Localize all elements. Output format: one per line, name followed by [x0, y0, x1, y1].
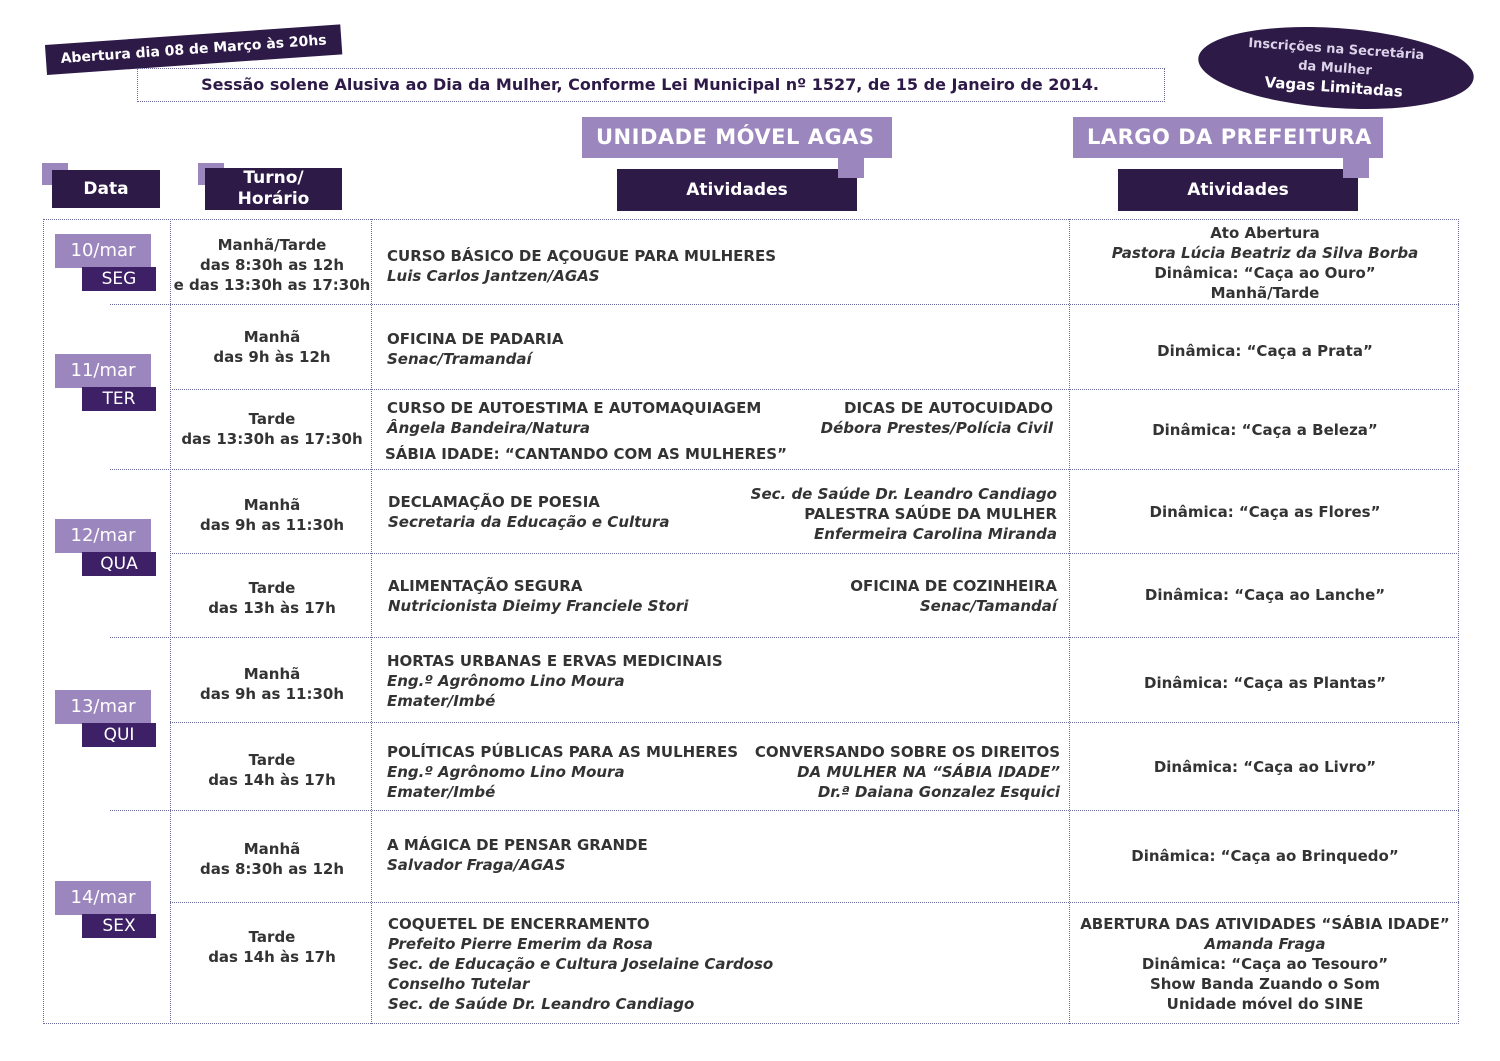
turno-line: das 13h às 17h — [208, 599, 336, 617]
activity-speaker: Sec. de Saúde Dr. Leandro Candiago — [750, 485, 1057, 503]
activity-speaker: Luis Carlos Jantzen/AGAS — [387, 267, 600, 285]
grid-hline — [110, 637, 1459, 638]
col-turno-line2: Horário — [237, 189, 310, 209]
col-turno — [205, 168, 342, 210]
activity-title: CURSO BÁSICO DE AÇOUGUE PARA MULHERES — [387, 247, 777, 265]
activity-speaker: Dr.ª Daiana Gonzalez Esquici — [817, 783, 1060, 801]
date-label: 10/mar — [55, 234, 151, 268]
turno-line: Tarde — [248, 928, 296, 946]
largo-line: Dinâmica: “Caça ao Ouro” — [1154, 264, 1376, 282]
grid-hline — [170, 389, 1459, 390]
day-label: QUI — [82, 723, 156, 747]
opening-banner: Abertura dia 08 de Março às 20hs — [45, 24, 342, 75]
largo-line: Ato Abertura — [1210, 224, 1320, 242]
turno-line: Manhã — [243, 840, 301, 858]
activity-cell — [387, 246, 776, 286]
activity-speaker: Sec. de Saúde Dr. Leandro Candiago — [388, 995, 695, 1013]
activity-speaker: Sec. de Educação e Cultura Joselaine Cardoso — [388, 955, 774, 973]
activity-speaker: Débora Prestes/Polícia Civil — [820, 419, 1053, 437]
activity-title: CURSO DE AUTOESTIMA E AUTOMAQUIAGEM — [387, 399, 762, 417]
activity-cell — [700, 398, 1053, 438]
col-turno-line1: Turno/ — [243, 168, 304, 188]
turno-cell — [172, 235, 372, 295]
unidade-heading: UNIDADE MÓVEL AGAS — [582, 117, 892, 158]
largo-cell: Dinâmica: “Caça a Prata” — [1157, 342, 1373, 360]
turno-line: Tarde — [248, 410, 296, 428]
activity-speaker: Salvador Fraga/AGAS — [387, 856, 566, 874]
largo-line: Pastora Lúcia Beatriz da Silva Borba — [1111, 244, 1419, 262]
activity-cell — [388, 492, 670, 532]
activity-cell — [700, 576, 1057, 616]
activity-speaker: Nutricionista Dieimy Franciele Stori — [388, 597, 689, 615]
turno-line: das 9h às 12h — [213, 348, 331, 366]
turno-cell — [172, 750, 372, 790]
activity-speaker: Emater/Imbé — [387, 692, 496, 710]
largo-cell — [1072, 223, 1458, 303]
turno-line: das 9h as 11:30h — [199, 516, 345, 534]
grid-hline — [110, 810, 1459, 811]
turno-cell — [172, 409, 372, 449]
turno-cell — [172, 578, 372, 618]
turno-line: Manhã — [243, 496, 301, 514]
col-data: Data — [52, 170, 160, 208]
turno-cell — [172, 495, 372, 535]
activity-speaker: Enfermeira Carolina Miranda — [814, 525, 1057, 543]
activity-cell — [388, 576, 688, 616]
col-atividades-largo: Atividades — [1118, 169, 1358, 211]
activity-speaker: Senac/Tamandaí — [919, 597, 1057, 615]
subtitle: Sessão solene Alusiva ao Dia da Mulher, Conforme Lei Municipal nº 1527, de 15 de Janeiro de 2014. — [201, 75, 1099, 94]
date-label: 14/mar — [55, 881, 151, 915]
grid-hline — [110, 469, 1459, 470]
largo-line: ABERTURA DAS ATIVIDADES “SÁBIA IDADE” — [1080, 915, 1450, 933]
day-label: TER — [82, 387, 156, 411]
activity-title: A MÁGICA DE PENSAR GRANDE — [387, 836, 648, 854]
date-label: 11/mar — [55, 354, 151, 388]
activity-cell — [385, 444, 787, 464]
turno-line: Tarde — [248, 579, 296, 597]
activity-speaker: Eng.º Agrônomo Lino Moura — [387, 763, 625, 781]
activity-cell — [387, 742, 738, 802]
largo-cell: Dinâmica: “Caça as Plantas” — [1144, 674, 1386, 692]
largo-line: Amanda Fraga — [1204, 935, 1326, 953]
turno-line: das 9h as 11:30h — [199, 685, 345, 703]
largo-cell: Dinâmica: “Caça ao Lanche” — [1144, 586, 1386, 604]
turno-line: Manhã — [243, 328, 301, 346]
largo-cell: Dinâmica: “Caça as Flores” — [1149, 503, 1381, 521]
activity-speaker: Ângela Bandeira/Natura — [387, 419, 591, 437]
largo-line: Dinâmica: “Caça ao Tesouro” — [1141, 955, 1389, 973]
unidade-deco-square — [838, 156, 864, 178]
activity-title: DECLAMAÇÃO DE POESIA — [388, 493, 600, 511]
activity-title: ALIMENTAÇÃO SEGURA — [388, 577, 583, 595]
activity-cell — [388, 914, 773, 1014]
col-atividades-unidade: Atividades — [617, 169, 857, 211]
turno-line: Manhã/Tarde — [217, 236, 327, 254]
largo-line: Show Banda Zuando o Som — [1149, 975, 1381, 993]
turno-line: Manhã — [243, 665, 301, 683]
activity-speaker: Conselho Tutelar — [388, 975, 530, 993]
largo-cell: Dinâmica: “Caça ao Brinquedo” — [1131, 847, 1399, 865]
activity-title: OFICINA DE PADARIA — [387, 330, 564, 348]
activity-title: HORTAS URBANAS E ERVAS MEDICINAIS — [387, 652, 723, 670]
grid-hline — [170, 902, 1459, 903]
grid-hline — [170, 722, 1459, 723]
activity-speaker: Senac/Tramandaí — [387, 350, 532, 368]
turno-line: das 13:30h as 17:30h — [181, 430, 363, 448]
day-label: SEX — [82, 914, 156, 938]
largo-cell — [1072, 914, 1458, 1014]
activity-title: DICAS DE AUTOCUIDADO — [844, 399, 1053, 417]
turno-line: das 14h às 17h — [208, 771, 336, 789]
activity-cell — [700, 484, 1057, 544]
largo-cell: Dinâmica: “Caça ao Livro” — [1153, 758, 1377, 776]
activity-speaker: Secretaria da Educação e Cultura — [388, 513, 670, 531]
vagas-limitadas: Vagas Limitadas — [1264, 73, 1404, 101]
turno-cell — [172, 839, 372, 879]
turno-cell — [172, 927, 372, 967]
activity-title: CONVERSANDO SOBRE OS DIREITOS — [754, 743, 1060, 761]
turno-cell — [172, 664, 372, 704]
day-label: QUA — [82, 552, 156, 576]
grid-hline — [110, 304, 1459, 305]
activity-title: SÁBIA IDADE: “CANTANDO COM AS MULHERES” — [385, 445, 787, 463]
turno-line: das 14h às 17h — [208, 948, 336, 966]
activity-speaker: Emater/Imbé — [387, 783, 496, 801]
grid-vline — [170, 219, 171, 1024]
activity-title: OFICINA DE COZINHEIRA — [850, 577, 1057, 595]
inscricoes-line1: Inscrições na Secretária — [1247, 35, 1425, 64]
date-label: 12/mar — [55, 519, 151, 553]
activity-cell — [387, 329, 564, 369]
activity-cell — [700, 742, 1060, 802]
largo-cell: Dinâmica: “Caça a Beleza” — [1152, 421, 1378, 439]
turno-line: das 8:30h as 12h — [199, 256, 345, 274]
largo-line: Unidade móvel do SINE — [1166, 995, 1364, 1013]
date-label: 13/mar — [55, 690, 151, 724]
activity-speaker: DA MULHER NA “SÁBIA IDADE” — [797, 763, 1060, 781]
grid-vline — [1069, 219, 1070, 1024]
day-label: SEG — [82, 267, 156, 291]
inscricoes-line2: da Mulher — [1297, 58, 1373, 79]
turno-line: das 8:30h as 12h — [199, 860, 345, 878]
activity-title: PALESTRA SAÚDE DA MULHER — [804, 505, 1057, 523]
activity-speaker: Eng.º Agrônomo Lino Moura — [387, 672, 625, 690]
turno-line: Tarde — [248, 751, 296, 769]
activity-cell — [387, 835, 648, 875]
activity-title: COQUETEL DE ENCERRAMENTO — [388, 915, 650, 933]
activity-cell — [387, 651, 723, 711]
largo-heading: LARGO DA PREFEITURA — [1073, 117, 1383, 158]
turno-cell — [172, 327, 372, 367]
grid-hline — [170, 553, 1459, 554]
turno-line: e das 13:30h as 17:30h — [173, 276, 371, 294]
activity-title: POLÍTICAS PÚBLICAS PARA AS MULHERES — [387, 743, 739, 761]
largo-line: Manhã/Tarde — [1210, 284, 1320, 302]
activity-speaker: Prefeito Pierre Emerim da Rosa — [388, 935, 653, 953]
largo-deco-square — [1343, 156, 1369, 178]
